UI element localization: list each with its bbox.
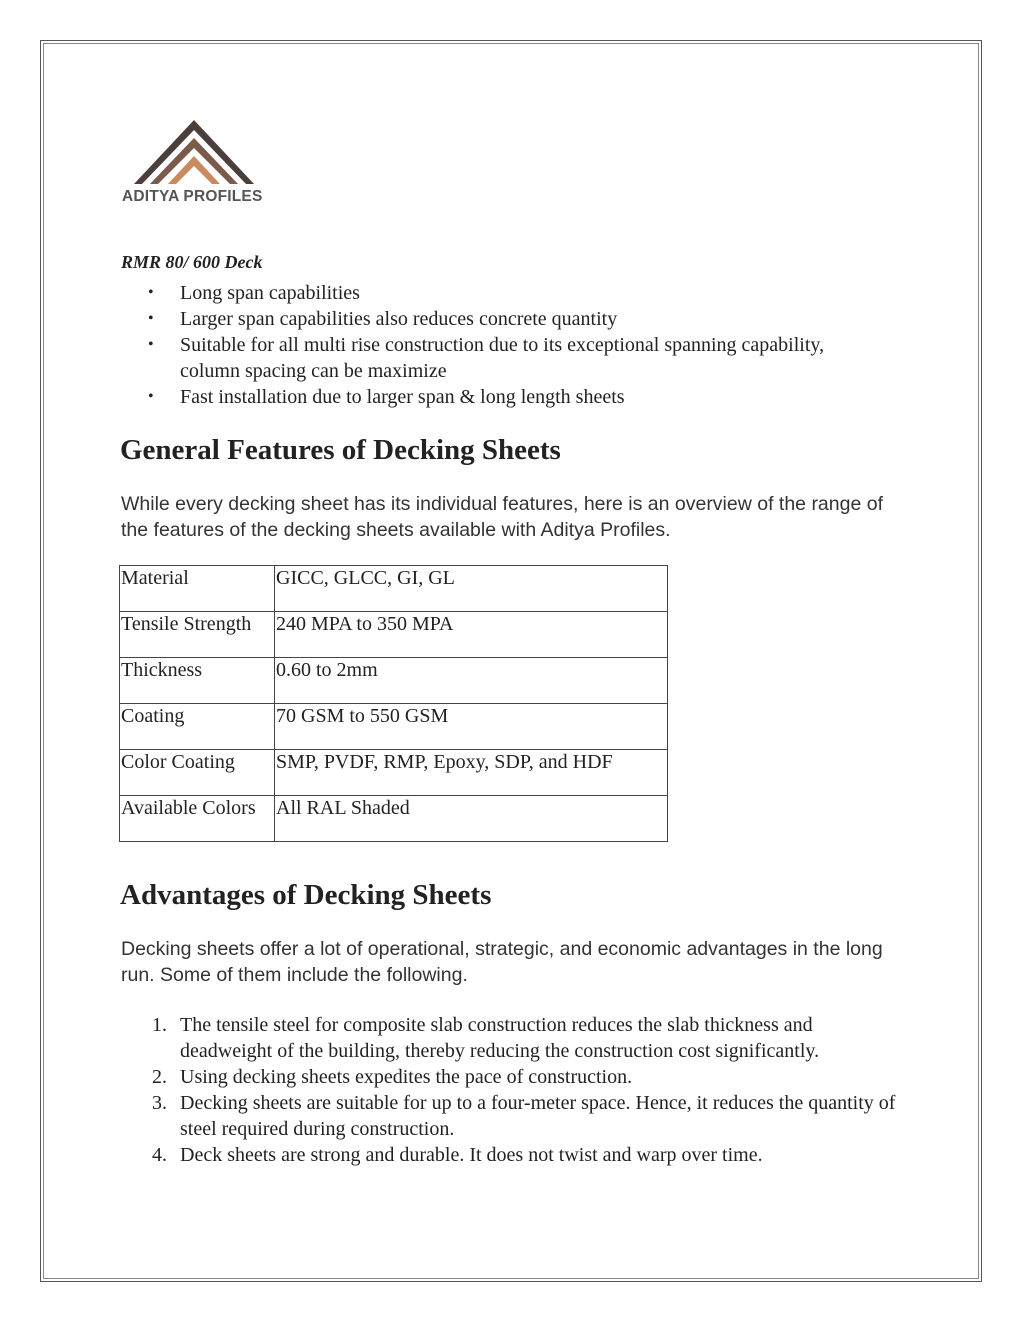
table-cell-label: Available Colors — [120, 796, 275, 842]
table-row — [120, 750, 668, 796]
list-item — [152, 1064, 900, 1090]
list-item — [152, 1142, 900, 1168]
features-heading: General Features of Decking Sheets — [120, 434, 561, 466]
advantages-list — [152, 1012, 900, 1168]
company-logo — [118, 118, 270, 210]
table-cell-value: SMP, PVDF, RMP, Epoxy, SDP, and HDF — [275, 750, 668, 796]
list-item: • Fast installation due to larger span & long length sheets — [180, 384, 840, 410]
list-item: • Suitable for all multi rise construction due to its exceptional spanning capability, column spacing can be maximize — [180, 332, 840, 384]
table-cell-label: Color Coating — [120, 750, 275, 796]
list-item-text: The tensile steel for composite slab construction reduces the slab thickness and deadweight of the building, thereby reducing the construction cost significantly. — [180, 1014, 820, 1062]
table-cell-value: GICC, GLCC, GI, GL — [275, 566, 668, 612]
product-bullet-list — [180, 280, 840, 410]
table-cell-value: 0.60 to 2mm — [275, 658, 668, 704]
table-cell-label: Coating — [120, 704, 275, 750]
table-cell-label: Material — [120, 566, 275, 612]
list-item-number: 1. — [152, 1014, 167, 1036]
table-row — [120, 704, 668, 750]
list-item-text: Decking sheets are suitable for up to a four-meter space. Hence, it reduces the quantity of steel required during construction. — [180, 1092, 896, 1140]
list-item: • Larger span capabilities also reduces concrete quantity — [180, 306, 840, 332]
table-cell-label: Thickness — [120, 658, 275, 704]
advantages-heading: Advantages of Decking Sheets — [120, 879, 492, 911]
list-item-number: 2. — [152, 1066, 167, 1088]
table-cell-value: 70 GSM to 550 GSM — [275, 704, 668, 750]
table-row — [120, 658, 668, 704]
features-table — [119, 565, 668, 842]
list-item: • Long span capabilities — [180, 280, 840, 306]
list-item-text: Deck sheets are strong and durable. It does not twist and warp over time. — [180, 1144, 763, 1166]
list-item — [152, 1090, 900, 1142]
product-title: RMR 80/ 600 Deck — [121, 252, 263, 272]
list-item-number: 4. — [152, 1144, 167, 1166]
table-row — [120, 566, 668, 612]
table-cell-value: 240 MPA to 350 MPA — [275, 612, 668, 658]
advantages-intro: Decking sheets offer a lot of operational, strategic, and economic advantages in the long run. Some of them include the following. — [121, 938, 883, 986]
list-item-number: 3. — [152, 1092, 167, 1114]
list-item-text: Using decking sheets expedites the pace of construction. — [180, 1066, 633, 1088]
table-cell-value: All RAL Shaded — [275, 796, 668, 842]
features-intro: While every decking sheet has its individual features, here is an overview of the range of the features of the decking sheets available with Aditya Profiles. — [121, 493, 883, 541]
list-item — [152, 1012, 900, 1064]
table-row — [120, 796, 668, 842]
roof-chevron-logo-icon — [132, 118, 256, 188]
table-cell-label: Tensile Strength — [120, 612, 275, 658]
table-row — [120, 612, 668, 658]
logo-text: ADITYA PROFILES — [122, 188, 263, 205]
